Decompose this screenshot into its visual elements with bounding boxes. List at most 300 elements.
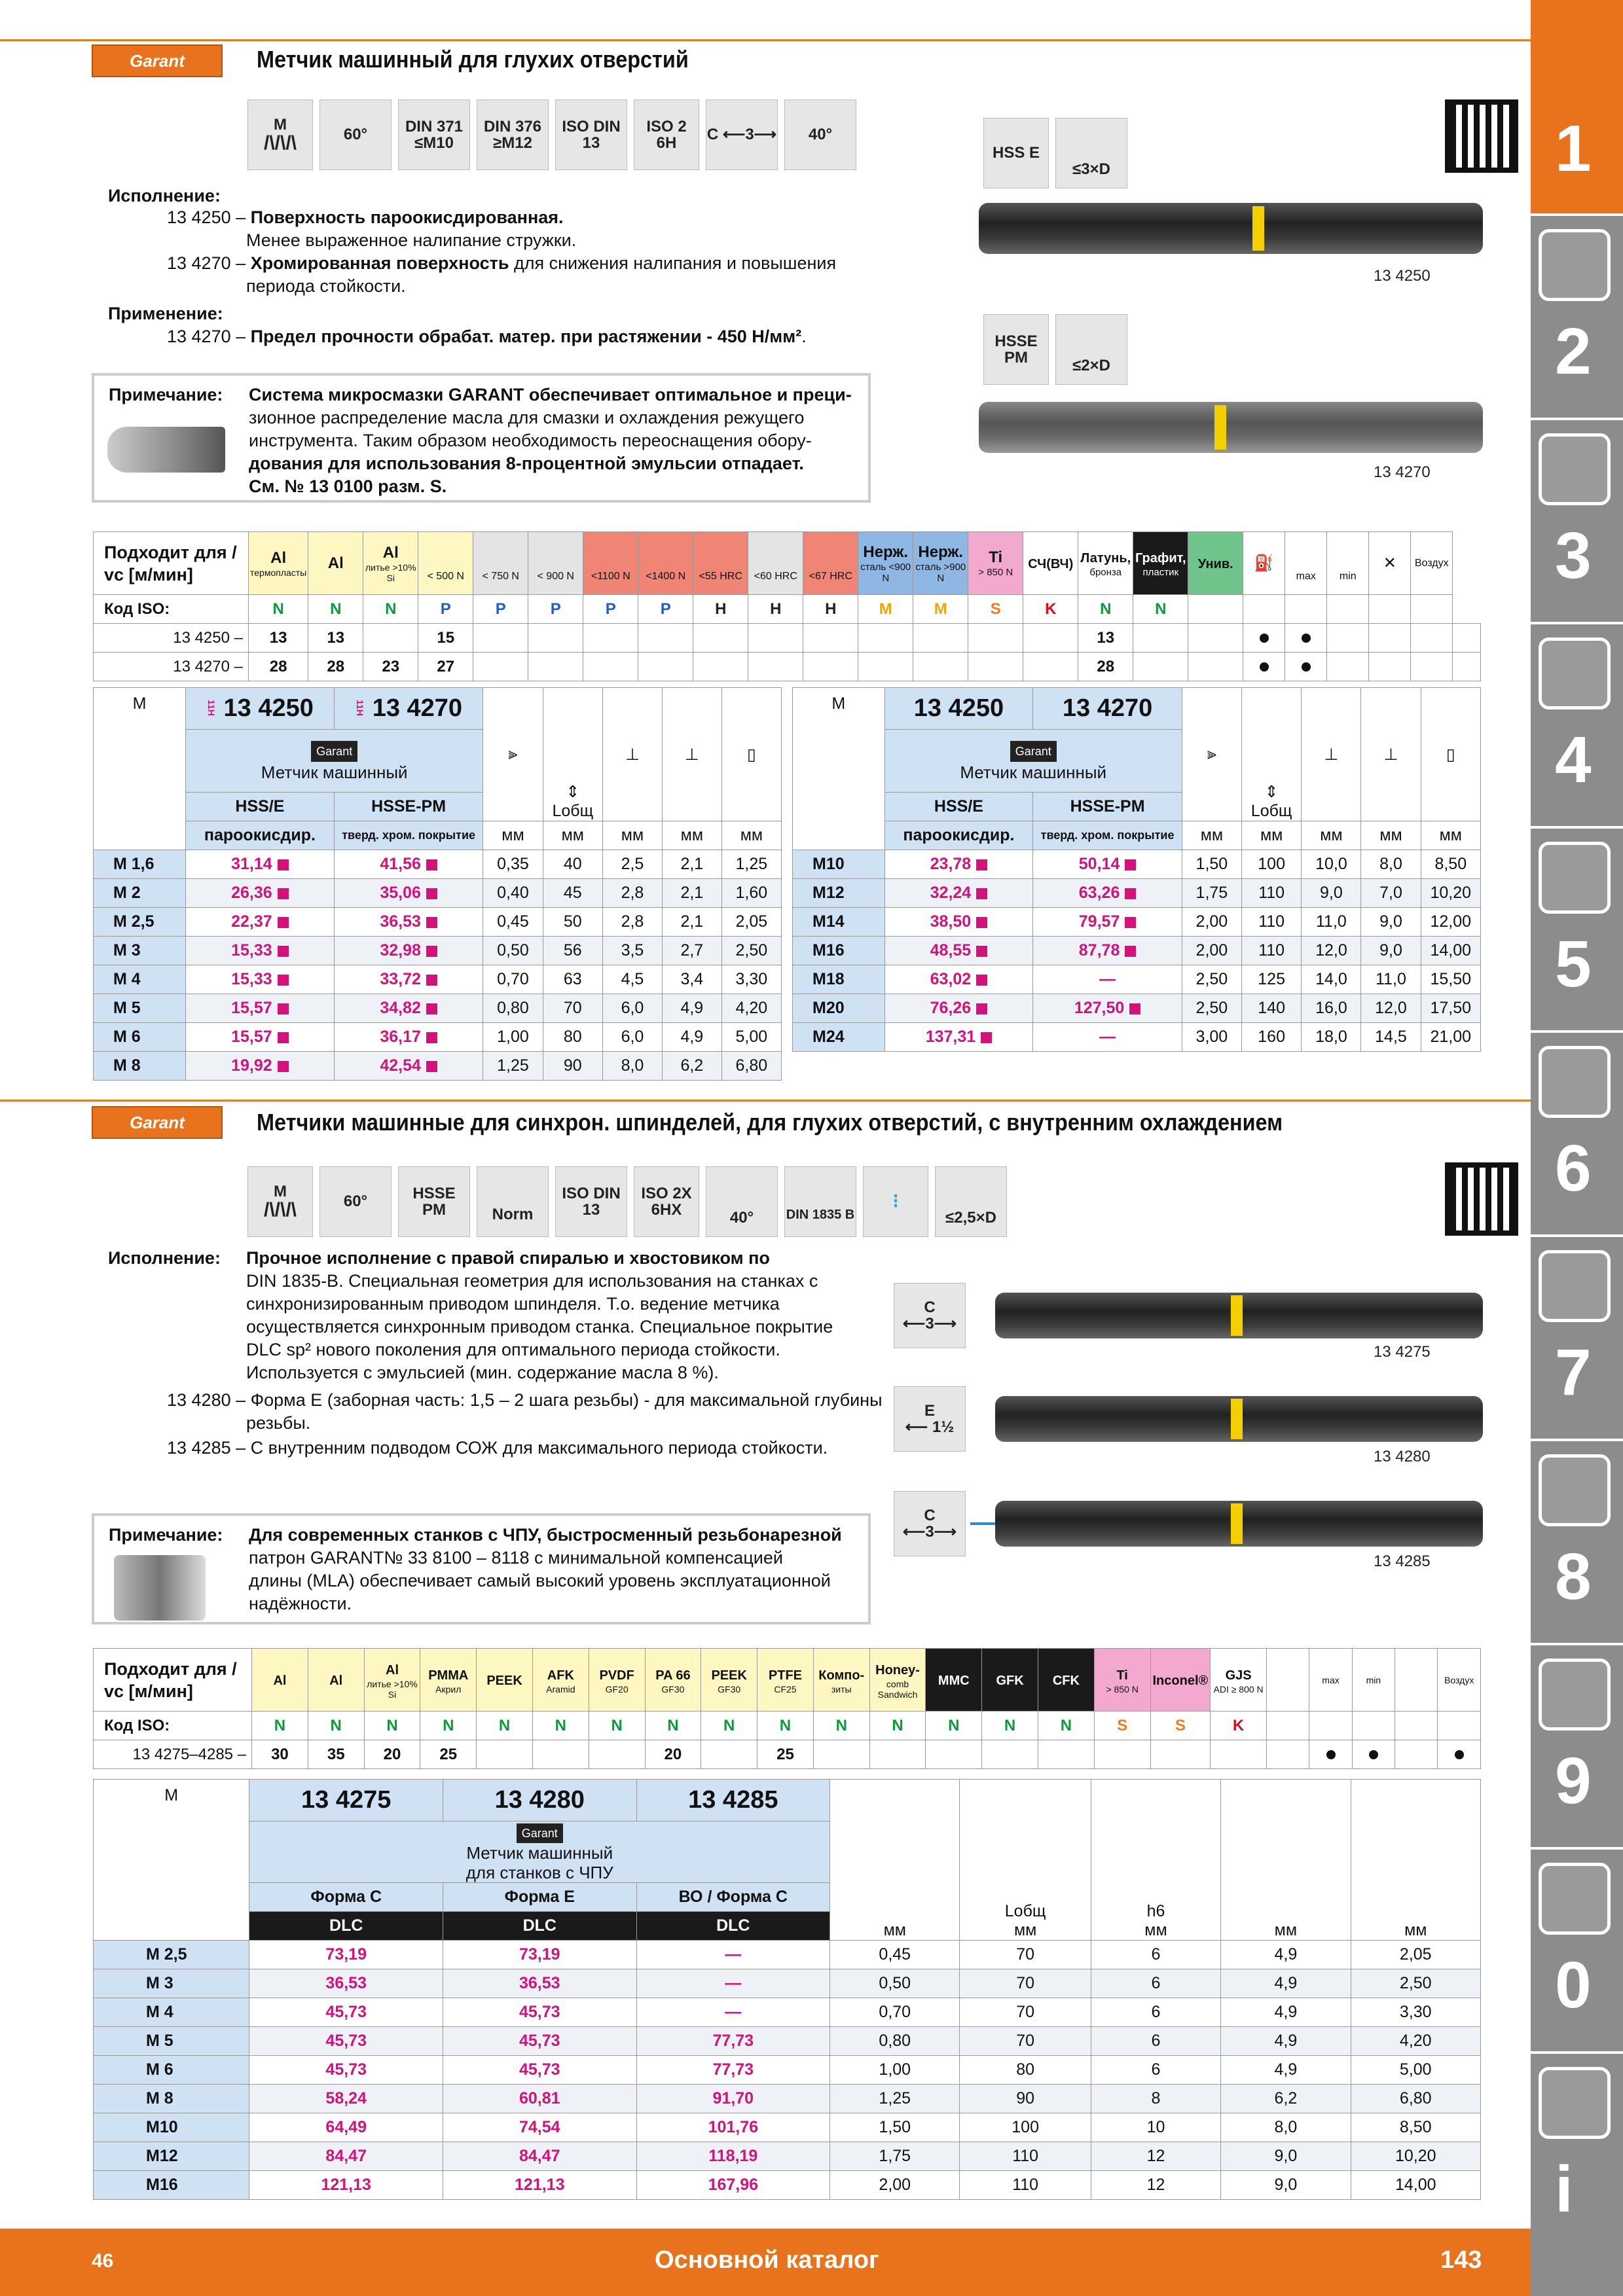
coolant-cell: [1352, 1740, 1395, 1769]
material-header: [645, 1649, 701, 1712]
tool-caption-13-4270: 13 4270: [1374, 463, 1431, 481]
dimension-value: 4,9: [1221, 1998, 1351, 2027]
note-label: Примечание:: [109, 385, 223, 404]
table-row: [793, 850, 1481, 879]
price: 45,73: [443, 2056, 636, 2085]
price-value: 48,55: [930, 941, 972, 960]
material-sub: min: [1366, 1674, 1381, 1685]
side-tab-divider: [1531, 1030, 1623, 1033]
speed-value: 28: [1078, 653, 1133, 681]
dimension-value: 6: [1091, 2027, 1220, 2056]
price-value: 15,57: [231, 1028, 272, 1046]
mat-al: Al: [270, 548, 287, 567]
dimension-value: 0,50: [830, 1969, 960, 1998]
table-row: [94, 937, 782, 965]
speed-value: [913, 624, 968, 653]
material-name: PVDF: [599, 1668, 634, 1683]
material-sub: max: [1322, 1674, 1340, 1685]
dimension-value: 6,0: [603, 994, 663, 1023]
material-name: Honey-: [875, 1662, 920, 1677]
iso-code: P: [638, 595, 693, 624]
side-tab-number[interactable]: 7: [1555, 1336, 1592, 1409]
coolant-cell: [1243, 653, 1285, 681]
price: 45,73: [249, 1998, 443, 2027]
side-tab-icon[interactable]: [1539, 842, 1611, 914]
price: 84,47: [443, 2142, 636, 2171]
side-tab-icon[interactable]: [1539, 637, 1611, 709]
order-code-13-4280: 13 4280: [443, 1780, 636, 1821]
vc-label: vc [м/мин]: [104, 1681, 193, 1701]
din-1835b-icon: DIN 1835 B: [784, 1166, 856, 1237]
speed-value: 20: [364, 1740, 420, 1769]
side-tab-number[interactable]: i: [1555, 2153, 1573, 2226]
speed-value: 35: [308, 1740, 364, 1769]
material-table-2: [93, 1648, 1481, 1769]
section1-top-rule: [0, 39, 1531, 41]
order-code-13-4250: 13 4250: [913, 694, 1004, 722]
mat-sub: бронза: [1089, 567, 1122, 578]
price: 84,47: [249, 2142, 443, 2171]
table-row: [94, 2171, 1481, 2200]
exec-line-1: 13 4250 – Поверхность пароокисдированная.: [167, 207, 564, 227]
iso-code: N: [1133, 595, 1188, 624]
material-header: [1438, 1649, 1481, 1712]
thread-size: M 5: [94, 2027, 249, 2056]
iso-code: H: [693, 595, 748, 624]
price: 77,73: [636, 2027, 830, 2056]
thread-size: M18: [793, 965, 885, 994]
price-value: 15,33: [231, 941, 272, 960]
dot-icon: [1302, 662, 1311, 672]
iso-code: M: [913, 595, 968, 624]
price-value: 137,31: [925, 1028, 976, 1046]
stock-square-icon: [1125, 859, 1136, 870]
exec-line-2: Менее выраженное налипание стружки.: [246, 230, 577, 250]
note-box-1: [92, 373, 871, 503]
price-value: 32,98: [380, 941, 421, 960]
internal-coolant-icon: ⁝: [863, 1166, 928, 1237]
price: —: [636, 1969, 830, 1998]
stock-square-icon: [278, 975, 289, 986]
side-tab-icon[interactable]: [1539, 229, 1611, 301]
mat-sub: литье >10% Si: [365, 562, 416, 583]
mat-universal: Унив.: [1197, 556, 1233, 571]
unit: мм: [721, 821, 781, 850]
speed-value: [869, 1740, 926, 1769]
price-value: 33,72: [380, 970, 421, 988]
mat-sub: < 900 N: [537, 570, 574, 582]
thread-size: M16: [94, 2171, 249, 2200]
price-value: 36,53: [380, 912, 421, 931]
dimension-table-2: [93, 1779, 1481, 2200]
side-tab-number[interactable]: 5: [1555, 927, 1592, 1001]
iso-din-13-icon: ISO DIN 13: [555, 1166, 627, 1237]
dimension-value: 4,9: [1221, 1969, 1351, 1998]
price: 58,24: [249, 2085, 443, 2113]
stock-square-icon: [1125, 888, 1136, 899]
side-tab-number[interactable]: 9: [1555, 1744, 1592, 1818]
thread-size: M 5: [94, 994, 186, 1023]
price-value: 26,36: [231, 884, 272, 902]
m-header: M: [94, 1780, 249, 1941]
coating-dlc: DLC: [443, 1912, 636, 1941]
dimension-value: 4,20: [721, 994, 781, 1023]
thread-size: M 6: [94, 1023, 186, 1052]
material-sub: Акрил: [435, 1683, 462, 1695]
price-value: 36,17: [380, 1028, 421, 1046]
dimension-value: 0,80: [830, 2027, 960, 2056]
form-c-icon: C ⟵3⟶: [894, 1283, 966, 1348]
dimension-value: 0,45: [830, 1941, 960, 1969]
price-value: 41,56: [380, 855, 421, 873]
dimension-value: 2,00: [830, 2171, 960, 2200]
iso-code: M: [858, 595, 913, 624]
iso-code: N: [982, 1712, 1038, 1740]
thread-size: M 2,5: [94, 908, 186, 937]
speed-value: [532, 1740, 589, 1769]
speed-value: [701, 1740, 757, 1769]
garant-logo: Garant: [92, 1106, 223, 1139]
dimension-value: 9,0: [1361, 908, 1421, 937]
dimension-value: 5,00: [721, 1023, 781, 1052]
stock-square-icon: [981, 1032, 992, 1043]
dimension-value: 110: [960, 2171, 1091, 2200]
coolant-cell: [1285, 653, 1327, 681]
material-name: Inconel®: [1152, 1673, 1209, 1688]
angle-60-icon: 60°: [319, 99, 392, 170]
side-tab-icon[interactable]: [1539, 2067, 1611, 2139]
execution-label: Исполнение:: [108, 1248, 221, 1268]
hsse-pm-badge: HSSE PM: [983, 314, 1049, 385]
price-value: 35,06: [380, 884, 421, 902]
coolant-cell: [1266, 1740, 1309, 1769]
dimension-value: 10,20: [1351, 2142, 1480, 2171]
overall-length-label: Lобщ: [552, 802, 594, 820]
dimension-value: 0,50: [483, 937, 543, 965]
side-tab-icon[interactable]: [1539, 1250, 1611, 1322]
speed-value: 15: [418, 624, 473, 653]
material-sub: литье >10% Si: [367, 1678, 418, 1700]
form-e-label: Форма E: [443, 1883, 636, 1912]
dimension-value: 6: [1091, 1969, 1220, 1998]
thread-pitch-icon: ⫸: [508, 745, 518, 763]
material-name: Al: [273, 1673, 287, 1688]
coolant-cell: [1411, 624, 1453, 653]
thread-size: M 4: [94, 1998, 249, 2027]
unit: мм: [1182, 821, 1241, 850]
helix-40-icon: 40°: [706, 1166, 778, 1237]
material-name: CFK: [1052, 1673, 1080, 1688]
price-value: 87,78: [1078, 941, 1120, 960]
price: [334, 965, 483, 994]
air-label: Воздух: [1414, 557, 1449, 569]
price: [884, 937, 1033, 965]
unit: мм: [1361, 821, 1421, 850]
material-header: [420, 1649, 477, 1712]
thread-m-icon: M /\/\/\: [247, 1166, 313, 1237]
din-371-icon: DIN 371 ≤M10: [398, 99, 470, 170]
dimension-value: 14,00: [1421, 937, 1480, 965]
material-name: PEEK: [711, 1668, 747, 1683]
side-tab-icon[interactable]: [1539, 1659, 1611, 1731]
side-tab-icon[interactable]: [1539, 433, 1611, 505]
material-sub: зиты: [831, 1683, 852, 1695]
garant-mini-logo: Garant: [311, 741, 357, 762]
side-tab-number[interactable]: 4: [1555, 723, 1592, 797]
price: [1033, 850, 1182, 879]
thread-size: M 1,6: [94, 850, 186, 879]
yellow-ring: [1231, 1295, 1243, 1336]
dimension-value: 8,0: [603, 1052, 663, 1081]
price: [884, 879, 1033, 908]
material-hsse-pm: HSSE-PM: [1033, 793, 1182, 821]
dimension-value: 6,80: [721, 1052, 781, 1081]
coating-dlc: DLC: [636, 1912, 830, 1941]
iso-code: N: [813, 1712, 869, 1740]
dimension-value: 8,0: [1221, 2113, 1351, 2142]
mat-sub: термопласты: [250, 567, 307, 578]
price: [185, 1052, 334, 1081]
material-name: Ti: [1116, 1668, 1128, 1683]
footer-catalog-title: Основной каталог: [655, 2246, 879, 2274]
speed-value: 27: [418, 653, 473, 681]
m-header: M: [793, 688, 885, 850]
mat-sub: < 750 N: [482, 570, 519, 582]
price: 121,13: [443, 2171, 636, 2200]
table-row: [94, 1998, 1481, 2027]
dimension-table-1-left: [93, 687, 782, 1081]
material-header: [1266, 1649, 1309, 1712]
side-tab-number[interactable]: 6: [1555, 1132, 1592, 1205]
material-header: [308, 1649, 364, 1712]
table-row: [793, 937, 1481, 965]
material-header: [364, 1649, 420, 1712]
thread-m-icon: M /\/\/\: [247, 99, 313, 170]
thread-size: M 8: [94, 1052, 186, 1081]
stock-square-icon: [426, 859, 437, 870]
yellow-ring: [1252, 206, 1264, 251]
section1-title: Метчик машинный для глухих отверстий: [257, 46, 689, 73]
dimension-value: 160: [1241, 1023, 1301, 1052]
thread-pitch-icon: ⫸: [1207, 745, 1216, 763]
order-code-13-4250: 13 4250: [223, 694, 314, 722]
iso-code: N: [363, 595, 418, 624]
empty-cell: [1188, 653, 1243, 681]
material-name: PA 66: [655, 1668, 691, 1683]
table-row: [94, 850, 782, 879]
price: [1033, 965, 1182, 994]
coolant-arrow-icon: [970, 1522, 996, 1525]
price: 77,73: [636, 2056, 830, 2085]
table-row: [94, 879, 782, 908]
dimension-value: 70: [960, 1969, 1091, 1998]
price: [884, 965, 1033, 994]
price: [185, 850, 334, 879]
price: [334, 908, 483, 937]
material-header: [252, 1649, 308, 1712]
speed-value: [477, 1740, 533, 1769]
dimension-value: 6,0: [603, 1023, 663, 1052]
price: 167,96: [636, 2171, 830, 2200]
dimension-value: 1,25: [483, 1052, 543, 1081]
tolerance: 11H: [355, 700, 366, 716]
dimension-value: 4,5: [603, 965, 663, 994]
dimension-value: 2,50: [1182, 965, 1241, 994]
stock-square-icon: [1125, 946, 1136, 957]
material-name: Al: [386, 1662, 399, 1677]
dimension-value: 56: [543, 937, 602, 965]
tap-13-4270-image: [979, 402, 1483, 453]
speed-value: [926, 1740, 982, 1769]
iso-code: K: [1211, 1712, 1267, 1740]
dimension-value: 2,1: [662, 879, 721, 908]
mat-sub: > 850 N: [978, 567, 1013, 578]
speed-value: [1133, 653, 1188, 681]
dimension-value: 16,0: [1302, 994, 1361, 1023]
speed-value: [1023, 653, 1078, 681]
price: 91,70: [636, 2085, 830, 2113]
dimension-value: 3,30: [721, 965, 781, 994]
coolant-cell: [1243, 624, 1285, 653]
stock-square-icon: [278, 917, 289, 928]
price: [884, 850, 1033, 879]
dimension-value: 9,0: [1221, 2142, 1351, 2171]
mat-sub: <67 HRC: [809, 570, 852, 582]
iso-code: N: [308, 595, 363, 624]
garant-mini-logo: Garant: [1010, 741, 1057, 762]
product-subname: для станков с ЧПУ: [465, 1863, 613, 1882]
stock-square-icon: [278, 946, 289, 957]
dimension-value: 1,75: [1182, 879, 1241, 908]
thread-size: M 2: [94, 879, 186, 908]
stock-square-icon: [278, 1061, 289, 1072]
thread-size: M 6: [94, 2056, 249, 2085]
price: [185, 908, 334, 937]
dimension-value: 70: [960, 1941, 1091, 1969]
price: [334, 937, 483, 965]
product-name: Метчик машинный: [261, 762, 408, 782]
price-value: 32,24: [930, 884, 972, 902]
side-tab-number[interactable]: 3: [1555, 519, 1592, 592]
angle-60-icon: 60°: [319, 1166, 392, 1237]
dimension-value: 18,0: [1302, 1023, 1361, 1052]
side-tab-icon[interactable]: [1539, 1863, 1611, 1935]
side-tab-number: 1: [1555, 112, 1592, 185]
product-name: Метчик машинный: [960, 762, 1107, 782]
dimension-value: 50: [543, 908, 602, 937]
dimension-value: 1,25: [721, 850, 781, 879]
coolant-cell: [1438, 1740, 1481, 1769]
material-header: [532, 1649, 589, 1712]
dimension-value: 4,20: [1351, 2027, 1480, 2056]
coolant-min: min: [1339, 570, 1357, 582]
dimension-value: 3,5: [603, 937, 663, 965]
mat-sub: сталь >900 N: [915, 561, 966, 584]
dimension-value: 6: [1091, 1941, 1220, 1969]
iso-2-6h-icon: ISO 2 6H: [634, 99, 699, 170]
chuck-image: [114, 1555, 206, 1621]
mat-stainless: Нерж.: [918, 543, 964, 561]
tolerance: 11H: [206, 700, 217, 716]
exec2-line-1: Прочное исполнение с правой спиралью и хвостовиком по: [246, 1248, 770, 1268]
iso-code: N: [645, 1712, 701, 1740]
price: 45,73: [249, 2027, 443, 2056]
side-tab-number[interactable]: 2: [1555, 315, 1592, 388]
price: [884, 908, 1033, 937]
dimension-value: 40: [543, 850, 602, 879]
speed-value: [528, 653, 583, 681]
dimension-value: 110: [1241, 937, 1301, 965]
note-line-5: См. № 13 0100 разм. S.: [249, 476, 447, 496]
dimension-value: 3,4: [662, 965, 721, 994]
unit: мм: [662, 821, 721, 850]
dimension-value: 6,80: [1351, 2085, 1480, 2113]
thread-size: M10: [94, 2113, 249, 2142]
yellow-ring: [1214, 405, 1226, 450]
mat-sub: пластик: [1142, 567, 1179, 578]
price-value: 38,50: [930, 912, 972, 931]
material-header: [1150, 1649, 1211, 1712]
order-code-13-4270: 13 4270: [1062, 694, 1153, 722]
dimension-value: 7,0: [1361, 879, 1421, 908]
dimension-value: 70: [960, 2027, 1091, 2056]
side-tab-icon[interactable]: [1539, 1454, 1611, 1526]
stock-square-icon: [976, 975, 987, 986]
price: 45,73: [443, 1998, 636, 2027]
suitable-label-line: Подходит для /: [104, 1659, 237, 1679]
mat-sub: сталь <900 N: [860, 561, 911, 584]
price: [334, 1052, 483, 1081]
price: [1033, 908, 1182, 937]
dimension-value: 2,5: [603, 850, 663, 879]
table-row: [793, 994, 1481, 1023]
surface-hard-chrome: тверд. хром. покрытие: [1033, 821, 1182, 850]
speed-value: [968, 653, 1023, 681]
side-tab-divider: [1531, 1643, 1623, 1645]
material-header: [1211, 1649, 1267, 1712]
iso-code: N: [1078, 595, 1133, 624]
price-value: 22,37: [231, 912, 272, 931]
side-tab-number[interactable]: 0: [1555, 1948, 1592, 2022]
dimension-value: 12: [1091, 2142, 1220, 2171]
dimension-value: 14,5: [1361, 1023, 1421, 1052]
price: [1033, 994, 1182, 1023]
side-tab-number[interactable]: 8: [1555, 1540, 1592, 1613]
coating-dlc: DLC: [249, 1912, 443, 1941]
speed-value: [528, 624, 583, 653]
empty-cell: [1266, 1712, 1309, 1740]
note-line-1: Система микросмазки GARANT обеспечивает оптимальное и преци-: [249, 385, 852, 404]
dimension-table-1-right: [792, 687, 1481, 1052]
coolant-cell: [1369, 653, 1411, 681]
side-tab-icon[interactable]: [1539, 1046, 1611, 1118]
dimension-value: 0,35: [483, 850, 543, 879]
iso-code: N: [757, 1712, 814, 1740]
table-row: [94, 2113, 1481, 2142]
speed-value: [693, 624, 748, 653]
thread-size: M14: [793, 908, 885, 937]
form-e-icon: E ⟵ 1½: [894, 1386, 966, 1452]
dimension-value: 14,0: [1302, 965, 1361, 994]
speed-value: 13: [249, 624, 308, 653]
dimension-value: 10,20: [1421, 879, 1480, 908]
table-row: [793, 965, 1481, 994]
stock-square-icon: [426, 1003, 437, 1014]
dimension-value: 4,9: [662, 1023, 721, 1052]
side-tab-divider: [1531, 418, 1623, 420]
note2-line-4: надёжности.: [249, 1594, 352, 1613]
row-code: 13 4270 –: [94, 653, 249, 681]
